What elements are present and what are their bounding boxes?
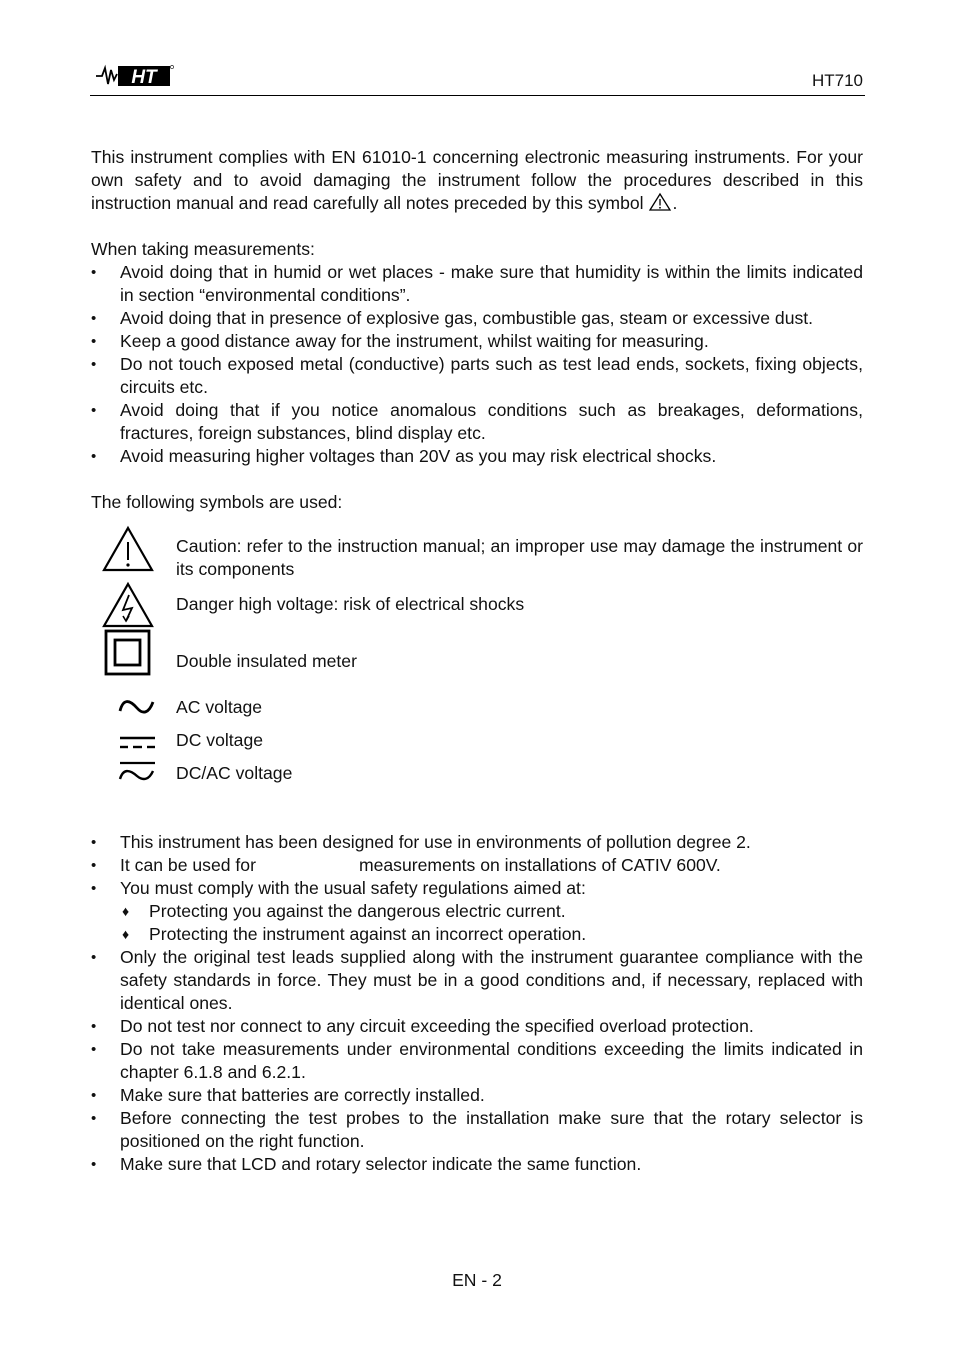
symbol-text: Caution: refer to the instruction manual; an improper use may damage the instrument or its components xyxy=(176,536,863,579)
symbols-heading: The following symbols are used: xyxy=(91,492,343,512)
list-item: • Keep a good distance away for the instrument, whilst waiting for measuring. xyxy=(91,330,863,353)
list-item: • Before connecting the test probes to the installation make sure that the rotary selector is positioned on the right function. xyxy=(91,1107,863,1153)
intro-text: This instrument complies with EN 61010-1 concerning electronic measuring instruments. For your own safety and to avoid damaging the instrument follow the procedures described in this instruction manual and read carefully all notes preceded by this symbol xyxy=(91,147,863,213)
symbol-row-double-insulation xyxy=(91,650,863,696)
page-number: EN - 2 xyxy=(452,1270,502,1290)
measurements-list xyxy=(91,261,863,468)
safety-content xyxy=(91,146,863,1176)
sub-list-item: ♦ Protecting you against the dangerous electric current. xyxy=(120,900,863,923)
list-item: • Do not take measurements under environmental conditions exceeding the limits indicated in chapter 6.1.8 and 6.2.1. xyxy=(91,1038,863,1084)
symbol-row-high-voltage xyxy=(91,593,863,650)
list-item: • Avoid doing that in presence of explosive gas, combustible gas, steam or excessive dust. xyxy=(91,307,863,330)
list-item: • Make sure that LCD and rotary selector indicate the same function. xyxy=(91,1153,863,1176)
double-insulation-icon xyxy=(101,628,155,678)
measurements-heading: When taking measurements: xyxy=(91,239,315,259)
list-item: • Do not test nor connect to any circuit exceeding the specified overload protection. xyxy=(91,1015,863,1038)
dc-voltage-icon xyxy=(101,729,155,753)
symbol-text: Danger high voltage: risk of electrical shocks xyxy=(176,594,525,614)
model-name: HT710 xyxy=(811,71,863,90)
symbol-text: DC/AC voltage xyxy=(176,763,293,783)
page-header xyxy=(90,58,865,96)
list-item: • Avoid doing that in humid or wet places - make sure that humidity is within the limits indicated in section “environmental conditions”. xyxy=(91,261,863,307)
high-voltage-icon xyxy=(101,581,155,629)
ac-voltage-icon xyxy=(101,696,155,718)
list-item: • Avoid doing that if you notice anomalous conditions such as breakages, deformations, fractures, foreign substances, blind display etc. xyxy=(91,399,863,445)
intro-paragraph: This instrument complies with EN 61010-1 concerning electronic measuring instruments. For your own safety and to avoid damaging the instrument follow the procedures described in this instruction manual and read carefully all notes preceded by this symbol . xyxy=(91,147,863,213)
list-item xyxy=(91,877,863,946)
symbol-row-caution xyxy=(91,535,863,593)
list-item: • Avoid measuring higher voltages than 20V as you may risk electrical shocks. xyxy=(91,445,863,468)
list-item xyxy=(91,854,863,877)
rule-cat-start: It can be used for xyxy=(120,855,256,875)
rule-regulations: You must comply with the usual safety regulations aimed at: xyxy=(120,878,586,898)
list-item: • Do not touch exposed metal (conductive) parts such as test lead ends, sockets, fixing objects, circuits etc. xyxy=(91,353,863,399)
regulations-sublist xyxy=(120,900,863,946)
symbol-row-ac xyxy=(91,696,863,729)
rule-cat-end: measurements on installations of CATIV 600V. xyxy=(358,855,721,875)
dc-ac-voltage-icon xyxy=(101,759,155,785)
symbol-text: AC voltage xyxy=(176,697,263,717)
warning-triangle-icon xyxy=(648,192,672,212)
rules-list xyxy=(91,831,863,1176)
symbol-row-dc-ac xyxy=(91,762,863,785)
list-item: • Make sure that batteries are correctly installed. xyxy=(91,1084,863,1107)
symbol-row-dc xyxy=(91,729,863,762)
symbol-text: Double insulated meter xyxy=(176,651,357,671)
sub-list-item: ♦ Protecting the instrument against an incorrect operation. xyxy=(120,923,863,946)
ht-logo-icon xyxy=(94,62,174,90)
symbol-text: DC voltage xyxy=(176,730,264,750)
caution-triangle-icon xyxy=(101,525,155,573)
list-item: • This instrument has been designed for use in environments of pollution degree 2. xyxy=(91,831,863,854)
svg-text:HT: HT xyxy=(131,67,157,88)
list-item: • Only the original test leads supplied along with the instrument guarantee compliance with the safety standards in force. They must be in a good conditions and, if necessary, replaced with identical ones. xyxy=(91,946,863,1015)
